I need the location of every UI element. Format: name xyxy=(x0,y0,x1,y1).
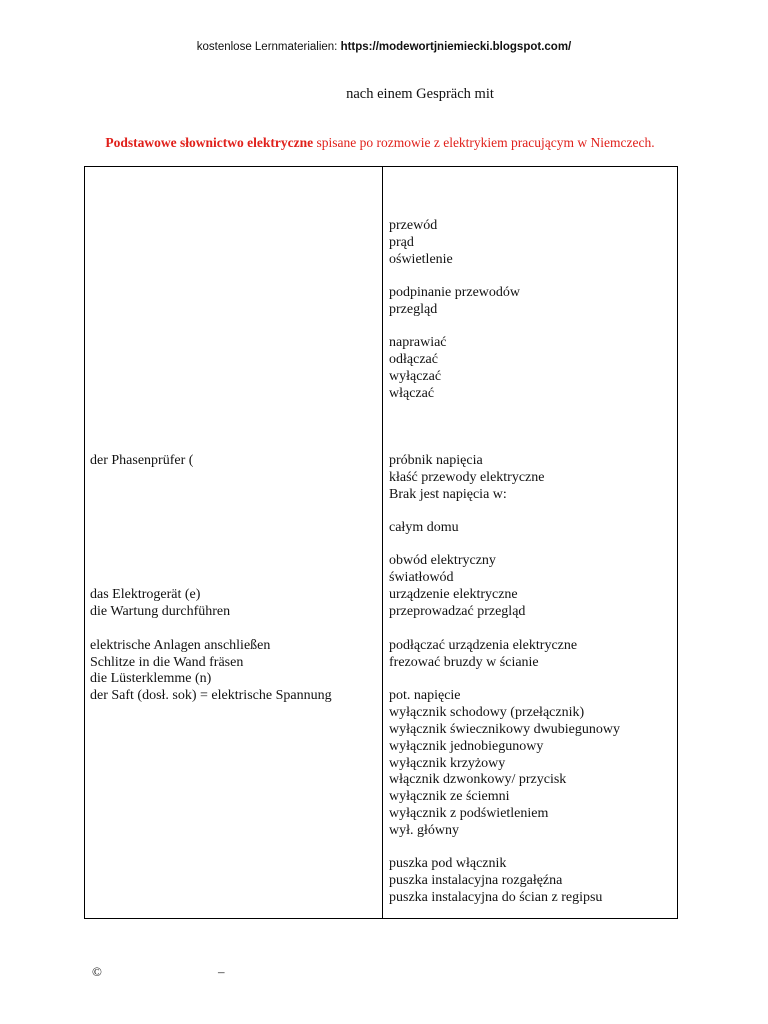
polish-term: przewód xyxy=(389,218,438,233)
polish-term: frezować bruzdy w ścianie xyxy=(389,655,539,670)
vocabulary-table xyxy=(84,166,678,919)
polish-term: naprawiać xyxy=(389,335,447,350)
source-prefix: kostenlose Lernmaterialien: xyxy=(196,41,341,53)
polish-term: wyłącznik ze ściemni xyxy=(389,789,510,804)
polish-term: wyłączać xyxy=(389,369,442,384)
column-divider xyxy=(382,167,383,918)
source-line xyxy=(0,41,768,53)
polish-term: wyłącznik z podświetleniem xyxy=(389,806,549,821)
polish-term: kłaść przewody elektryczne xyxy=(389,470,545,485)
polish-term: podpinanie przewodów xyxy=(389,285,521,300)
polish-term: urządzenie elektryczne xyxy=(389,587,518,602)
polish-term: prąd xyxy=(389,235,414,250)
german-term: elektrische Anlagen anschließen xyxy=(90,638,271,653)
polish-term: puszka pod włącznik xyxy=(389,856,507,871)
subtitle: nach einem Gespräch mit xyxy=(346,86,494,102)
polish-term: wyłącznik krzyżowy xyxy=(389,756,506,771)
source-url[interactable]: https://modewortjniemiecki.blogspot.com/ xyxy=(340,41,572,53)
polish-term: Brak jest napięcia w: xyxy=(389,487,507,502)
polish-term: obwód elektryczny xyxy=(389,553,496,568)
german-term: das Elektrogerät (e) xyxy=(90,587,201,602)
copyright-symbol: © xyxy=(92,964,102,979)
polish-term: próbnik napięcia xyxy=(389,453,483,468)
polish-term: wyłącznik schodowy (przełącznik) xyxy=(389,705,585,720)
intro-title: Podstawowe słownictwo elektryczne xyxy=(105,135,314,150)
polish-term: przegląd xyxy=(389,302,438,317)
polish-term: przeprowadzać przegląd xyxy=(389,604,526,619)
polish-term: wył. główny xyxy=(389,823,459,838)
polish-term: światłowód xyxy=(389,570,454,585)
german-term: Schlitze in die Wand fräsen xyxy=(90,655,244,670)
polish-term: włącznik dzwonkowy/ przycisk xyxy=(389,772,567,787)
german-term: die Lüsterklemme (n) xyxy=(90,671,212,686)
polish-term: pot. napięcie xyxy=(389,688,461,703)
german-term: der Phasenprüfer ( xyxy=(90,453,194,468)
polish-term: puszka instalacyjna rozgałęźna xyxy=(389,873,563,888)
polish-term: puszka instalacyjna do ścian z regipsu xyxy=(389,890,603,905)
intro-line xyxy=(0,135,760,151)
polish-term: włączać xyxy=(389,386,435,401)
polish-term: wyłącznik jednobiegunowy xyxy=(389,739,544,754)
german-term: der Saft (dosł. sok) = elektrische Spannung xyxy=(90,688,332,703)
german-term: die Wartung durchführen xyxy=(90,604,231,619)
polish-term: odłączać xyxy=(389,352,438,367)
intro-rest: spisane po rozmowie z elektrykiem pracującym w Niemczech. xyxy=(313,135,655,150)
footer-dash: – xyxy=(218,964,225,979)
polish-term: oświetlenie xyxy=(389,252,453,267)
polish-term: wyłącznik świecznikowy dwubiegunowy xyxy=(389,722,620,737)
polish-term: podłączać urządzenia elektryczne xyxy=(389,638,578,653)
footer xyxy=(92,964,242,980)
polish-term: całym domu xyxy=(389,520,459,535)
